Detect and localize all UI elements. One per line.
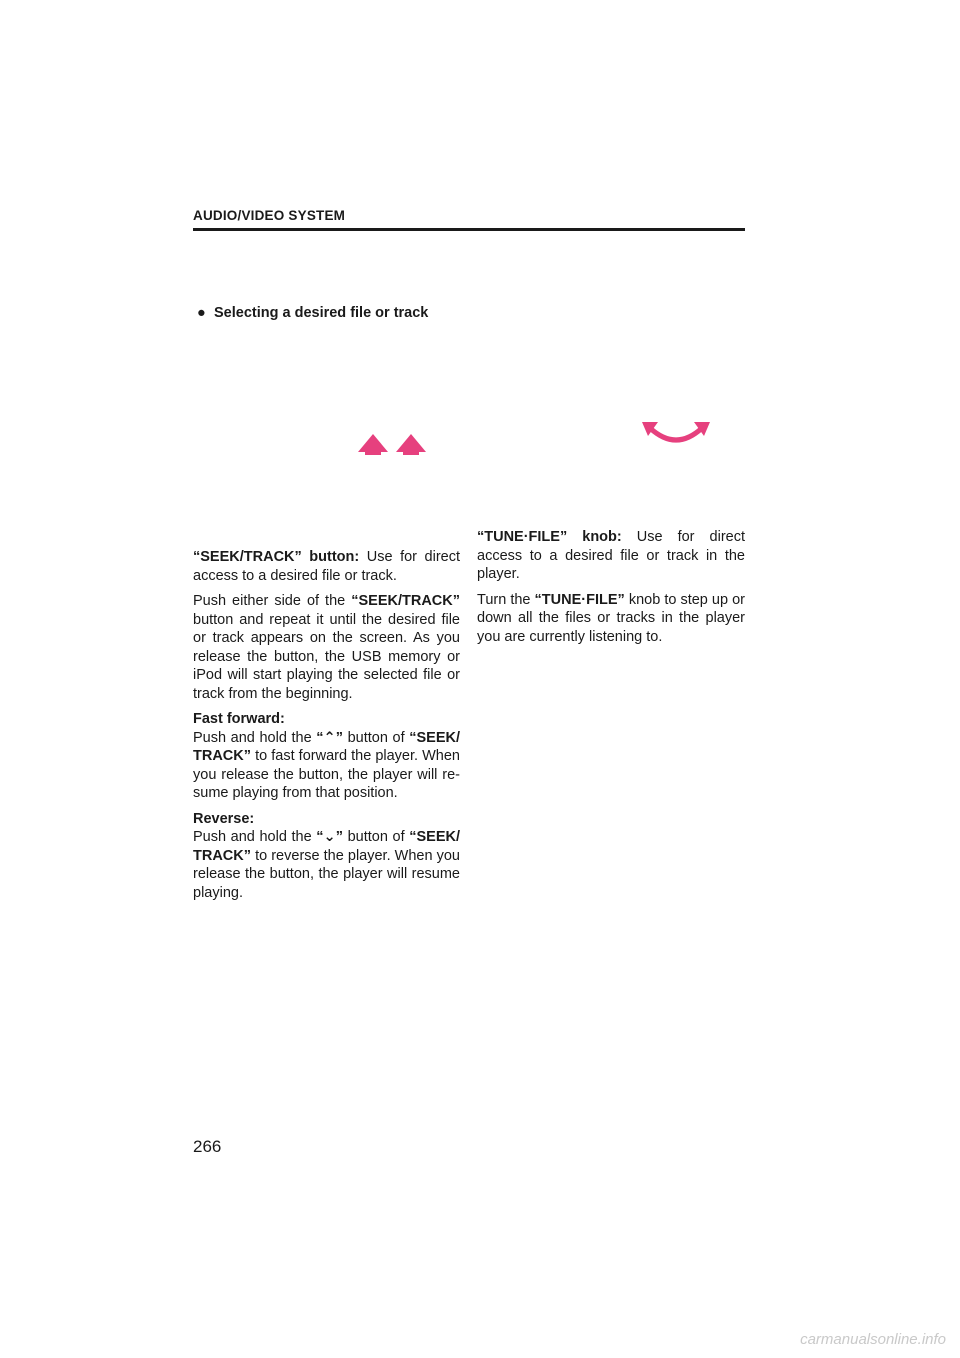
seek-track-arrows <box>356 430 428 456</box>
up-arrow-icon <box>396 434 426 455</box>
left-column <box>193 548 460 909</box>
tune-file-intro: “TUNE·FILE” knob: Use for direct access to a desired file or track in the player. <box>477 529 745 582</box>
rotate-arrow-icon <box>640 418 712 448</box>
fast-forward-section: Fast forward: Push and hold the “⌃” button of “SEEK/ TRACK” to fast forward the player. When you release the button, the player will re-sume playing from that position. <box>193 711 460 801</box>
right-column <box>477 528 745 653</box>
section-heading <box>197 305 428 321</box>
up-symbol: “⌃” <box>316 729 343 746</box>
tune-file-instructions: Turn the “TUNE·FILE” knob to step up or down all the files or tracks in the player you are currently listening to. <box>477 591 745 645</box>
watermark: carmanualsonline.info <box>800 1331 946 1348</box>
seek-track-instructions: Push either side of the “SEEK/TRACK” button and repeat it until the desired file or track appears on the screen. As you release the button, the USB memory or iPod will start playing the selected file or track from the beginning. <box>193 593 460 702</box>
page-header: AUDIO/VIDEO SYSTEM <box>193 208 346 223</box>
reverse-section: Reverse: Push and hold the “⌄” button of “SEEK/ TRACK” to reverse the player. When you release the button, the player will resume playing. <box>193 810 460 901</box>
page-number: 266 <box>193 1137 222 1156</box>
section-title: Selecting a desired file or track <box>214 305 429 321</box>
seek-track-intro: “SEEK/TRACK” button: Use for direct access to a desired file or track. <box>193 549 461 584</box>
reverse-heading: Reverse: <box>193 810 255 827</box>
header-rule <box>193 228 745 231</box>
down-symbol: “⌄” <box>316 829 343 845</box>
up-arrow-icon <box>358 434 388 455</box>
fast-forward-heading: Fast forward: <box>193 711 285 727</box>
bullet-icon: ● <box>197 305 206 321</box>
